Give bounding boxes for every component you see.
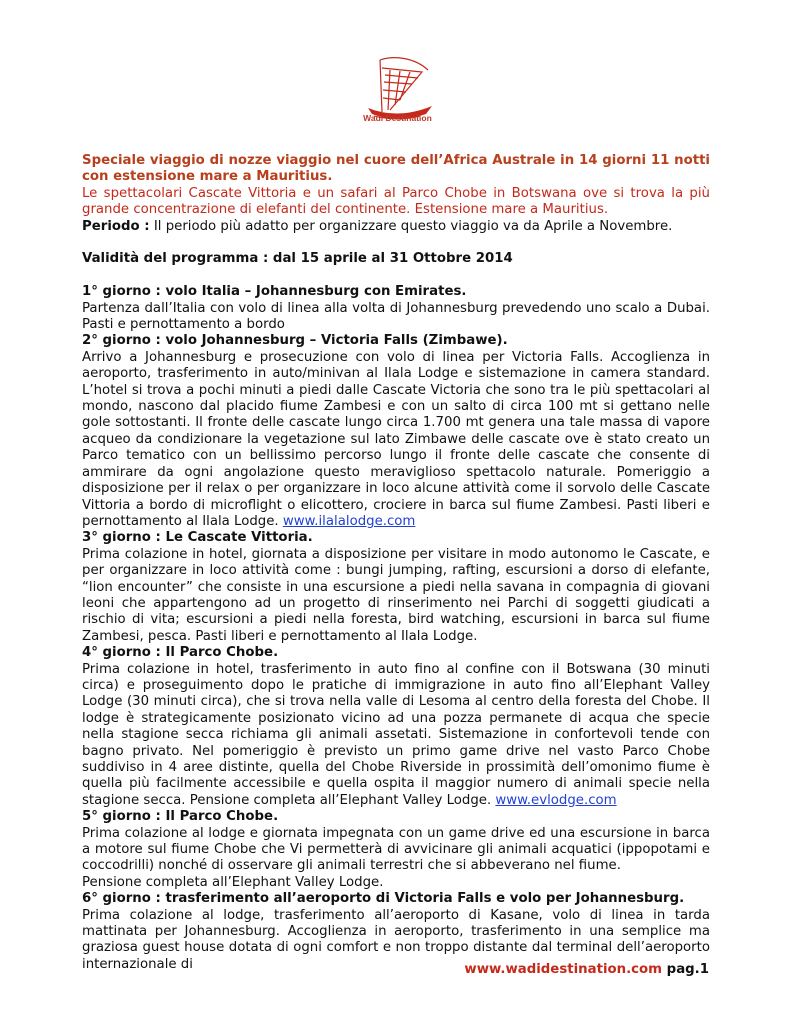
day-6-text: Prima colazione al lodge, trasferimento all’aeroporto di Kasane, volo di linea in tarda mattinata per Johannesburg. Accoglienza in aeroporto, trasferimento in una semplice ma graziosa guest house dotata di ogni comfort e non troppo distante dal terminal dell’aeroporto internazionale di	[82, 907, 710, 972]
day-2-heading: 2° giorno : volo Johannesburg – Victoria Falls (Zimbawe).	[82, 333, 508, 349]
ilala-lodge-link[interactable]: www.ilalalodge.com	[282, 513, 416, 529]
day-5-heading: 5° giorno : Il Parco Chobe.	[82, 809, 279, 825]
day-5-text-2: Pensione completa all’Elephant Valley Lodge.	[82, 874, 384, 890]
logo-text: Wadi Destination	[363, 113, 432, 123]
day-6-heading: 6° giorno : trasferimento all’aeroporto di Victoria Falls e volo per Johannesburg.	[82, 891, 685, 907]
document-title: Speciale viaggio di nozze viaggio nel cuore dell’Africa Australe in 14 giorni 11 notti con estensione mare a Mauritius.	[82, 153, 710, 185]
day-5-text: Prima colazione al lodge e giornata impegnata con un game drive ed una escursione in barca a motore sul fiume Chobe che Vi permetterà di avvicinare gli animali acquatici (ippopotami e coccodrilli) nonché di osservare gli animali terrestri che si abbeverano nel fiume.	[82, 825, 710, 874]
evlodge-link[interactable]: www.evlodge.com	[495, 792, 617, 808]
page-number: pag.1	[662, 962, 709, 977]
footer-site-link[interactable]: www.wadidestination.com	[464, 962, 663, 977]
day-4-text: Prima colazione in hotel, trasferimento in auto fino al confine con il Botswana (30 minuti circa) e proseguimento dopo le pratiche di immigrazione in auto fino all’Elephant Valley Lodge (30 minuti circa), che si trova nella valle di Lesoma al centro della foresta del Chobe. Il lodge è strategicamente posizionato vicino ad una pozza permanete di acqua che specie nella stagione secca richiama gli animali assetati. Sistemazione in confortevoli tende con bagno privato. Nel pomeriggio è previsto un primo game drive nel vasto Parco Chobe suddiviso in 4 aree distinte, quella del Chobe Riverside in prossimità dell’omonimo fiume è quella più facilmente accessibile e quella ospita il maggior numero di animali specie nella stagione secca. Pensione completa all’Elephant Valley Lodge.	[82, 661, 710, 808]
page-footer	[464, 962, 709, 977]
day-3-heading: 3° giorno : Le Cascate Vittoria.	[82, 530, 313, 546]
validita-heading: Validità del programma : dal 15 aprile al 31 Ottobre 2014	[82, 251, 513, 267]
day-3-text: Prima colazione in hotel, giornata a disposizione per visitare in modo autonomo le Cascate, e per organizzare in loco attività come : bungi jumping, rafting, escursioni a dorso di elefante, “lion encounter” che consiste in una escursione a piedi nella savana in compagnia di giovani leoni che appartengono ad un progetto di rinserimento nei Parchi di soggetti giudicati a rischio di vita; escursioni a piedi nella foresta, bird watching, escursioni in barca sul fiume Zambesi, pesca. Pasti liberi e pernottamento al Ilala Lodge.	[82, 546, 710, 644]
periodo-label: Periodo :	[82, 218, 150, 234]
day-1-heading: 1° giorno : volo Italia – Johannesburg con Emirates.	[82, 284, 467, 300]
day-4-heading: 4° giorno : Il Parco Chobe.	[82, 645, 279, 661]
periodo-text: Il periodo più adatto per organizzare questo viaggio va da Aprile a Novembre.	[149, 218, 673, 234]
day-4-paragraph	[82, 662, 710, 810]
periodo-paragraph	[82, 219, 710, 235]
day-2-text: Arrivo a Johannesburg e prosecuzione con volo di linea per Victoria Falls. Accoglienza in aeroporto, trasferimento in auto/minivan al Ilala Lodge e sistemazione in camera standard. L’hotel si trova a pochi minuti a piedi dalle Cascate Victoria che sono tra le più spettacolari al mondo, nascono dal placido fiume Zambesi e con un salto di circa 100 mt si gettano nelle gole sottostanti. Il fronte delle cascate lungo circa 1.700 mt genera una tale massa di vapore acqueo da condizionare la vegetazione sul lato Zimbawe delle cascate ove è stato creato un Parco tematico con un bellissimo percorso lungo il fronte delle cascate che consente di ammirare da ogni angolazione questo meraviglioso spettacolo naturale. Pomeriggio a disposizione per il relax o per organizzare in loco alcune attività come il sorvolo delle Cascate Vittoria a bordo di microflight o elicottero, crociere in barca sul fiume Zambesi. Pasti liberi e pernottamento al Ilala Lodge.	[82, 349, 710, 529]
document-subtitle: Le spettacolari Cascate Vittoria e un safari al Parco Chobe in Botswana ove si trova la più grande concentrazione di elefanti del continente. Estensione mare a Mauritius.	[82, 185, 710, 218]
document-body	[82, 153, 710, 973]
day-2-paragraph	[82, 350, 710, 530]
day-1-text: Partenza dall’Italia con volo di linea alla volta di Johannesburg prevedendo uno scalo a Dubai. Pasti e pernottamento a bordo	[82, 300, 710, 333]
